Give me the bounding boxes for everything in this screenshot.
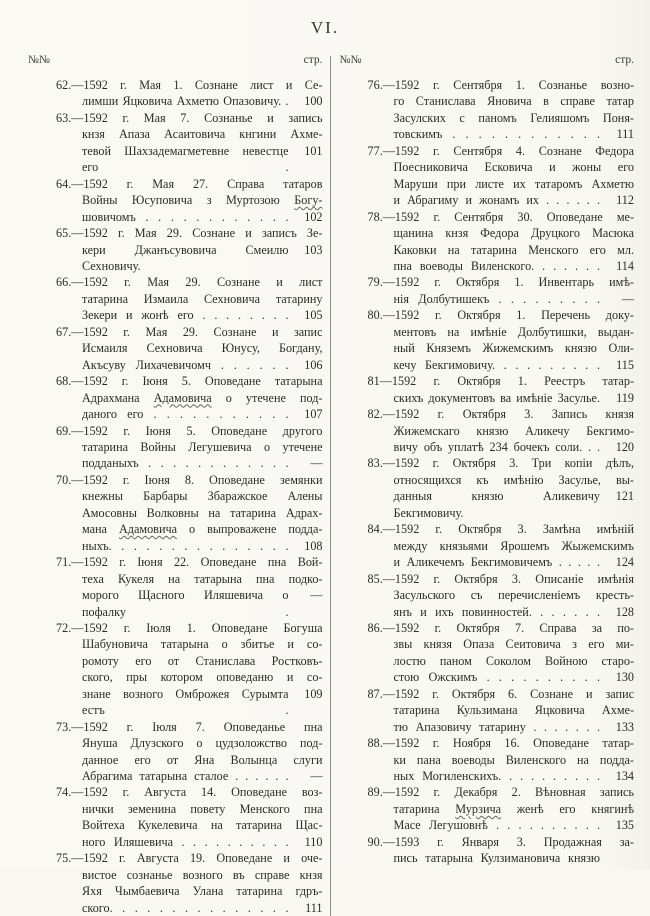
entry-number: 87. — [367, 686, 383, 701]
entry-page-number: 134 — [615, 769, 634, 784]
number-column-label: №№ — [28, 54, 50, 66]
entry-line — [368, 488, 635, 521]
entry-text: тю Апазовичу татарину . . . . . . . — [393, 719, 600, 734]
number-column-label: №№ — [339, 54, 362, 66]
entry-line — [56, 93, 323, 109]
entry-line: татарина Войны Легушевича о утечене — [82, 439, 323, 454]
toc-entry-84 — [340, 521, 635, 570]
toc-entry-71 — [28, 554, 323, 620]
entry-page-number: — — [310, 769, 323, 784]
entry-text: и Абрагиму и жонамъ их . . . . . . — [393, 193, 600, 208]
entry-number: 67. — [56, 324, 72, 339]
entry-text: и Аликечемъ Бекгимовичемъ . . . . . — [393, 555, 600, 570]
entry-text: Акъсуву Лихачевичомч . . . . . . — [82, 357, 289, 372]
entry-page-number: 108 — [304, 538, 323, 553]
entry-text: ныхъ. . . . . . . . . . . . . . . — [82, 538, 289, 553]
entry-number: 62. — [56, 78, 72, 92]
entry-line: 85.—1592 г. Октября 3. Описаніе имѣнія — [367, 571, 634, 586]
entry-line — [56, 242, 323, 275]
entry-number: 88. — [367, 736, 383, 751]
entry-page-number: — — [310, 588, 323, 603]
toc-entry-69 — [28, 423, 323, 472]
entry-line: 67.—1592 г. Мая 29. Сознане и запис — [56, 324, 323, 339]
entry-number: 77. — [367, 143, 383, 158]
entry-line — [368, 554, 635, 570]
entry-line: 82.—1592 г. Октября 3. Запись князя — [367, 407, 634, 422]
entry-number: 85. — [367, 571, 383, 586]
entry-line: относящихся къ имѣнію Засулье, вы- — [393, 472, 634, 487]
entry-number: 76. — [367, 78, 383, 92]
entry-line: Засулских с паномъ Гелияшомъ Поня- — [393, 110, 634, 125]
entry-line: 83.—1592 г. Октября 3. Три копіи дѣлъ, — [367, 456, 634, 471]
entry-line — [56, 209, 323, 225]
entry-line: Каковки на татарина Менского его мл. — [393, 242, 634, 257]
entry-line: Амосовны Волковны на татарина Адрах- — [82, 505, 323, 520]
toc-entry-73 — [28, 719, 323, 785]
toc-entry-78 — [340, 209, 635, 275]
toc-entry-80 — [340, 307, 635, 373]
entry-number: 83. — [367, 456, 383, 471]
entry-page-number: 106 — [304, 357, 323, 372]
toc-entry-67 — [28, 324, 323, 373]
entry-line — [368, 439, 635, 455]
toc-entry-70 — [28, 472, 323, 554]
entry-number: 89. — [367, 785, 383, 800]
entry-line — [368, 357, 635, 373]
entry-line: 69.—1592 г. Іюня 5. Оповедане другого — [56, 423, 323, 438]
entry-text: нія Долбутишекъ . . . . . . . . . — [393, 291, 600, 306]
entry-line: Шабуновича татарына о збитье и со- — [82, 637, 323, 652]
entry-line: щанина кнзя Федора Друцкого Масюка — [393, 226, 634, 241]
entry-text: скихъ документовъ ва имѣніе Засулье. — [393, 390, 600, 405]
entry-line — [368, 719, 635, 735]
entry-line: теха Кукеля на татарына пна подко- — [82, 571, 323, 586]
entry-page-number: 115 — [616, 357, 634, 372]
entry-page-number: 112 — [616, 193, 634, 208]
entry-page-number: 100 — [304, 94, 323, 109]
entry-line — [368, 126, 635, 142]
entry-page-number: 107 — [304, 407, 323, 422]
entry-line: Жижемскаго князю Аликечу Бекгимо- — [393, 423, 634, 438]
column-header — [340, 54, 635, 66]
entry-line: между князьями Ярошемъ Жыжемскимъ — [393, 538, 634, 553]
entry-line — [56, 143, 323, 176]
entry-line: 73.—1592 г. Іюля 7. Оповеданье пна — [56, 719, 323, 734]
toc-entry-72 — [28, 620, 323, 719]
entry-line: ского, пры котором оповеданю и со- — [82, 670, 323, 685]
entry-number: 63. — [56, 110, 72, 125]
entry-number: 70. — [56, 472, 72, 487]
entry-text: шовичомъ . . . . . . . . . . . . — [82, 209, 289, 224]
toc-columns — [28, 54, 634, 916]
entry-line: Маруши при листе их татаромъ Ахметю — [393, 176, 634, 191]
toc-entry-82 — [340, 406, 635, 455]
entry-line — [56, 834, 323, 850]
entry-page-number: 111 — [616, 127, 634, 142]
entry-line: татарина Измаила Сехновича татарину — [82, 291, 323, 306]
entry-number: 84. — [367, 522, 383, 537]
entry-text: товскимъ . . . . . . . . . . . . — [393, 127, 600, 142]
entry-line: 65.—1592 г. Мая 29. Сознане и записъ Зе- — [56, 226, 323, 241]
entry-page-number: 109 — [304, 686, 323, 701]
toc-entry-66 — [28, 274, 323, 323]
entry-page-number: 102 — [304, 209, 323, 224]
entry-line: 71.—1592 г. Іюня 22. Оповедане пна Вой- — [56, 555, 323, 570]
page-number-roman: VI. — [310, 18, 340, 37]
toc-entry-83 — [340, 455, 635, 521]
entry-text: вичу объ уплатѣ 234 бочекъ соли. . . — [393, 439, 600, 454]
column-header — [28, 54, 323, 66]
entry-line: ментовъ на имѣніе Долбутишки, выдан- — [393, 324, 634, 339]
entry-line — [368, 768, 635, 784]
entry-line: 87.—1592 г. Октября 6. Сознане и запис — [367, 686, 634, 701]
entry-line — [368, 291, 635, 307]
entry-line: 64.—1592 г. Мая 27. Справа татаров — [56, 176, 323, 191]
entry-line — [56, 686, 323, 719]
underlined-word: Мурзича — [455, 801, 502, 816]
entry-page-number: 114 — [616, 258, 634, 273]
entry-line — [368, 258, 635, 274]
entry-number: 80. — [367, 308, 383, 323]
entry-line: 68.—1592 г. Іюня 5. Оповедане татарына — [56, 374, 323, 389]
entry-line: ки пана воеводы Виленского на подда- — [393, 752, 634, 767]
entry-page-number: — — [310, 456, 323, 471]
toc-entry-68 — [28, 373, 323, 422]
entry-page-number: 111 — [305, 900, 323, 915]
entry-line — [368, 817, 635, 833]
entry-text: кери Джанъсувовича Смеилю Сехновичу. — [82, 242, 289, 273]
entry-text: кечу Бекгимовичу. . . . . . . . . . — [393, 357, 600, 372]
entry-line — [368, 850, 635, 866]
entry-page-number: 128 — [615, 604, 634, 619]
toc-entry-63 — [28, 110, 323, 176]
entry-text: пна воеводы Виленского. . . . . . . — [393, 258, 600, 273]
entry-text: янъ и ихъ повинностей. . . . . . . — [393, 604, 600, 619]
entry-text: ных Могиленскихъ. . . . . . . . . . — [393, 769, 600, 784]
entry-text: тевой Шахзадемагметевне невестце его . — [82, 143, 289, 175]
toc-entry-77 — [340, 143, 635, 209]
entry-line: татарина Кульзимана Яцковича Ахме- — [393, 703, 634, 718]
entry-line: 90.—1593 г. Января 3. Продажная за- — [367, 834, 634, 849]
entry-line: 74.—1592 г. Августа 14. Оповедане воз- — [56, 785, 323, 800]
entry-line: кнежны Барбары Збаражское Алены — [82, 489, 323, 504]
entry-line: звы князя Опаза Сеитовича з его ми- — [393, 637, 634, 652]
entry-number: 72. — [56, 620, 72, 635]
entry-page-number: 124 — [615, 555, 634, 570]
entry-line: 84.—1592 г. Октября 3. Замѣна имѣній — [367, 522, 634, 537]
toc-entry-65 — [28, 225, 323, 274]
entry-line — [56, 307, 323, 323]
entry-page-number: 133 — [615, 719, 634, 734]
entry-line: 62.—1592 г. Мая 1. Сознане лист и Се- — [56, 78, 323, 92]
entry-line: 76.—1592 г. Сентября 1. Сознанье возно- — [367, 78, 634, 92]
entry-line: лостю паном Соколом Войною старо- — [393, 653, 634, 668]
entry-line: 78.—1592 г. Сентября 30. Оповедане ме- — [367, 209, 634, 224]
toc-entry-85 — [340, 571, 635, 620]
entry-text: морого Щасного Иляшевича о пофалку . — [82, 588, 289, 619]
entry-line: 72.—1592 г. Іюля 1. Оповедане Богуша — [56, 620, 323, 635]
entry-line — [368, 604, 635, 620]
entry-line — [56, 357, 323, 373]
entry-line: нички земенина повету Менского пна — [82, 801, 323, 816]
entry-number: 82. — [367, 407, 383, 422]
toc-entry-87 — [340, 686, 635, 735]
underlined-word: Адамовича — [118, 522, 178, 537]
entry-line: Войны Юсуповича з Муртозою Богу- — [82, 193, 323, 208]
entry-line: 77.—1592 г. Сентября 4. Сознане Федора — [367, 143, 634, 158]
entry-line: татарина Мурзича женѣ его княгинѣ — [393, 801, 634, 816]
entry-text: стою Ожскимъ . . . . . . . . . . — [393, 670, 600, 685]
entry-text: данныя князю Аликевичу Бекгимовичу. — [393, 489, 600, 520]
entry-line: 80.—1592 г. Октября 1. Перечень доку- — [367, 308, 634, 323]
entry-line — [368, 669, 635, 685]
entry-text: Зекери и жонѣ его . . . . . . . . — [82, 308, 289, 323]
toc-entry-79 — [340, 274, 635, 307]
entry-page-number: 121 — [615, 489, 634, 504]
entry-line: 66.—1592 г. Мая 29. Сознане и лист — [56, 275, 323, 290]
entry-line — [56, 406, 323, 422]
entry-line: 63.—1592 г. Мая 7. Сознанье и запись — [56, 110, 323, 125]
entry-line: 70.—1592 г. Іюня 8. Оповедане земянки — [56, 472, 323, 487]
entry-line: Войтеха Кукелевича на татарина Щас- — [82, 818, 323, 833]
toc-entry-74 — [28, 784, 323, 850]
entry-line: 89.—1592 г. Декабря 2. Вѣновная запись — [367, 785, 634, 800]
entry-line — [368, 192, 635, 208]
entry-number: 78. — [367, 209, 383, 224]
entry-page-number: 119 — [616, 390, 634, 405]
toc-entry-88 — [340, 735, 635, 784]
entry-number: 90. — [367, 834, 383, 849]
toc-entry-89 — [340, 784, 635, 833]
underlined-word: Адамовича — [153, 390, 212, 405]
entry-line: Януша Длузского о цудзоложство под- — [82, 736, 323, 751]
entry-line: ромоту его от Станислава Ростковъ- — [82, 653, 323, 668]
entry-page-number: 101 — [304, 143, 323, 158]
entry-text: пись татарына Кулзимановича князю — [393, 851, 600, 866]
entry-text: ского. . . . . . . . . . . . . . . — [82, 900, 289, 915]
entry-line: го Станислава Яновича в справе татар — [393, 94, 634, 109]
entry-number: 81 — [367, 374, 380, 389]
entry-page-number: 110 — [304, 834, 323, 849]
entry-text: Масе Легушовнѣ . . . . . . . . . . — [393, 818, 600, 833]
entry-number: 73. — [56, 719, 72, 734]
entry-line: кнзя Апаза Асаитовича кнгини Ахме- — [82, 127, 323, 142]
entry-page-number: 120 — [615, 439, 634, 454]
entry-line — [56, 587, 323, 620]
toc-column-right — [331, 54, 635, 916]
toc-entry-64 — [28, 176, 323, 225]
entry-line: Яхя Чымбаевича Улана татарина гдръ- — [82, 884, 323, 899]
underlined-word: Богу- — [294, 193, 323, 208]
entry-number: 65. — [56, 226, 72, 241]
entry-page-number: 130 — [615, 670, 634, 685]
toc-entry-90 — [340, 834, 635, 867]
entry-line: Исмаиля Сехновича Юнусу, Богдану, — [82, 341, 323, 356]
toc-entry-62 — [28, 77, 323, 110]
entry-number: 71. — [56, 555, 72, 570]
entry-line: Засульского съ перечисленіемъ кресть- — [393, 588, 634, 603]
entry-text: подданыхъ . . . . . . . . . . . . — [82, 456, 289, 471]
entry-number: 79. — [367, 275, 383, 290]
entry-text: Абрагима татарына сталое . . . . . . — [82, 769, 289, 784]
entry-line: Адрахмана Адамовича о утечене под- — [82, 390, 323, 405]
entry-line: ный Княземъ Жижемскимъ князю Оли- — [393, 341, 634, 356]
entry-page-number: 105 — [304, 308, 323, 323]
entry-line: вистое сознанье возного въ справе кнзя — [82, 867, 323, 882]
entry-line — [56, 538, 323, 554]
toc-column-left — [28, 54, 330, 916]
entry-number: 68. — [56, 374, 72, 389]
toc-entry-76 — [340, 77, 635, 143]
entry-line — [56, 900, 323, 916]
entry-line: мана Адамовича о выпроважене подда- — [82, 522, 323, 537]
entry-line: 75.—1592 г. Августа 19. Оповедане и оче- — [56, 851, 323, 866]
entry-text: даного его . . . . . . . . . . . — [82, 407, 289, 422]
entry-number: 69. — [56, 423, 72, 438]
entry-page-number: — — [621, 291, 634, 306]
entry-number: 66. — [56, 275, 72, 290]
entry-line: данное его от Яна Волынца слуги — [82, 752, 323, 767]
entry-line: Поесниковича Есковича и жоны его — [393, 160, 634, 175]
entry-text: ного Иляшевича . . . . . . . . . . — [82, 834, 289, 849]
toc-entry-75 — [28, 850, 323, 916]
entry-line: 81—1592 г. Октября 1. Реестръ татар- — [367, 374, 634, 389]
entry-line — [56, 455, 323, 471]
entry-line — [368, 390, 635, 406]
toc-entry-86 — [340, 620, 635, 686]
entry-number: 75. — [56, 851, 72, 866]
page-column-label: стр. — [615, 54, 634, 66]
entry-line: 86.—1592 г. Октября 7. Справа за по- — [367, 620, 634, 635]
entry-page-number: 103 — [304, 242, 323, 257]
entry-line: 79.—1592 г. Октября 1. Инвентарь имѣ- — [367, 275, 634, 290]
entry-text: знане возного Омброжея Сурымта естъ . — [82, 686, 289, 718]
entry-page-number: 135 — [615, 818, 634, 833]
page-column-label: стр. — [303, 54, 323, 66]
entry-text: лимши Яцковича Ахметю Опазовичу. . — [82, 94, 289, 109]
entry-number: 74. — [56, 785, 72, 800]
toc-entry-81 — [340, 373, 635, 406]
entry-line: 88.—1592 г. Ноября 16. Оповедане татар- — [367, 736, 634, 751]
entry-number: 64. — [56, 176, 72, 191]
entry-number: 86. — [367, 620, 383, 635]
entry-line — [56, 768, 323, 784]
